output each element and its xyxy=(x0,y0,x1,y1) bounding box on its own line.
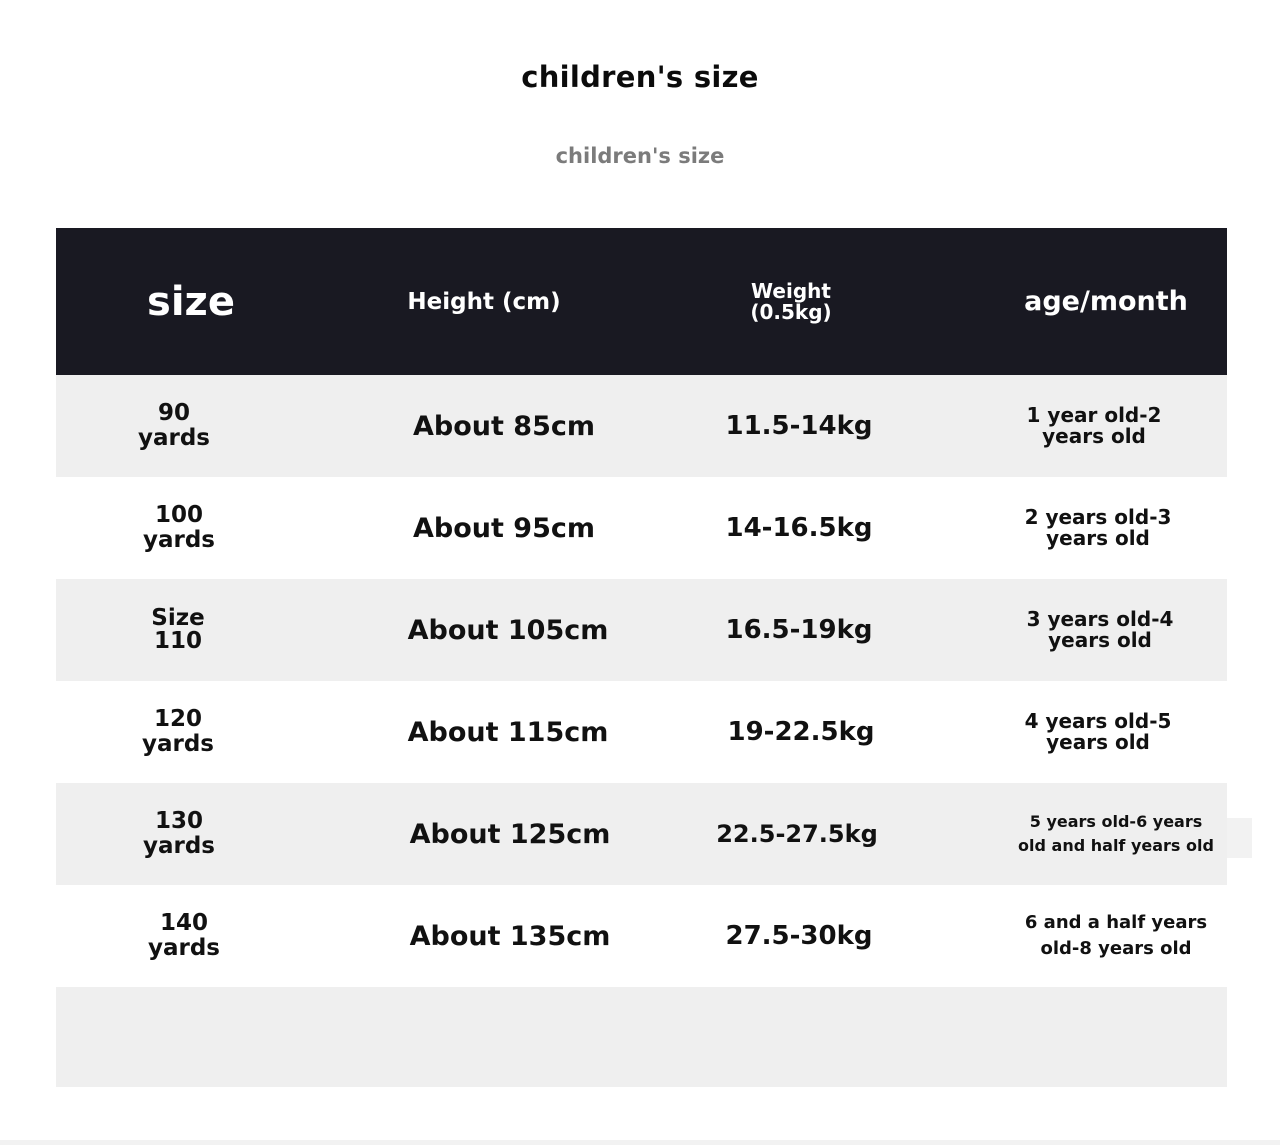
height-cell: About 105cm xyxy=(407,614,609,646)
weight-cell: 16.5-19kg xyxy=(725,615,873,645)
size-cell xyxy=(118,579,238,681)
age-cell xyxy=(996,885,1236,987)
size-unit: yards xyxy=(147,935,220,961)
size-unit: yards xyxy=(142,527,215,553)
size-cell xyxy=(119,477,239,579)
height-cell: About 115cm xyxy=(407,716,609,748)
weight-cell: 19-22.5kg xyxy=(727,717,875,747)
age-line1: 1 year old-2 xyxy=(1026,403,1162,427)
header-height: Height (cm) xyxy=(407,288,561,315)
header-weight-line1: Weight xyxy=(751,278,831,303)
age-line1: 6 and a half years xyxy=(1024,912,1208,933)
table-header xyxy=(56,228,1227,375)
table-row xyxy=(56,477,1227,579)
age-line2: years old xyxy=(1042,424,1146,448)
age-line1: 5 years old-6 years xyxy=(1029,812,1203,831)
age-line1: 2 years old-3 xyxy=(1024,505,1172,529)
height-cell: About 125cm xyxy=(409,818,611,850)
header-size: size xyxy=(147,278,235,325)
size-unit: yards xyxy=(142,833,215,859)
age-line2: old-8 years old xyxy=(1040,938,1192,959)
table-row xyxy=(56,375,1227,477)
size-cell xyxy=(124,885,244,987)
height-cell: About 85cm xyxy=(412,410,595,442)
weight-cell: 27.5-30kg xyxy=(725,921,873,951)
size-chart-table xyxy=(56,228,1227,1087)
weight-cell: 14-16.5kg xyxy=(725,513,873,543)
size-cell xyxy=(114,375,234,477)
size-cell xyxy=(119,783,239,885)
age-line2: years old xyxy=(1048,628,1152,652)
table-row xyxy=(56,579,1227,681)
height-cell: About 135cm xyxy=(409,920,611,952)
height-cell: About 95cm xyxy=(412,512,595,544)
page-title: children's size xyxy=(521,60,759,94)
weight-cell: 11.5-14kg xyxy=(725,411,873,441)
age-line2: years old xyxy=(1046,526,1150,550)
table-row xyxy=(56,885,1227,987)
age-cell xyxy=(978,681,1218,783)
age-cell xyxy=(980,579,1220,681)
age-cell xyxy=(996,783,1236,885)
size-unit: yards xyxy=(137,425,210,451)
header-age: age/month xyxy=(1024,286,1188,317)
size-value: 90 xyxy=(157,400,190,426)
size-value: 120 xyxy=(153,706,202,732)
age-cell xyxy=(978,477,1218,579)
size-value: 100 xyxy=(154,502,203,528)
age-line1: 3 years old-4 xyxy=(1026,607,1174,631)
size-value: 130 xyxy=(154,808,203,834)
page-subtitle: children's size xyxy=(555,144,725,168)
age-line2: years old xyxy=(1046,730,1150,754)
size-unit: 110 xyxy=(153,628,202,654)
size-unit: yards xyxy=(141,731,214,757)
age-line2: old and half years old xyxy=(1018,836,1214,855)
age-line1: 4 years old-5 xyxy=(1024,709,1172,733)
empty-row xyxy=(56,987,1227,1087)
table-row xyxy=(56,681,1227,783)
header-weight xyxy=(646,228,936,375)
edge-patch xyxy=(1227,818,1252,858)
size-cell xyxy=(118,681,238,783)
bottom-divider xyxy=(0,1140,1280,1145)
age-cell xyxy=(974,375,1214,477)
weight-cell: 22.5-27.5kg xyxy=(716,820,878,848)
size-value: 140 xyxy=(159,910,208,936)
size-value: Size xyxy=(151,605,205,631)
header-weight-line2: (0.5kg) xyxy=(750,299,832,324)
table-row xyxy=(56,783,1227,885)
